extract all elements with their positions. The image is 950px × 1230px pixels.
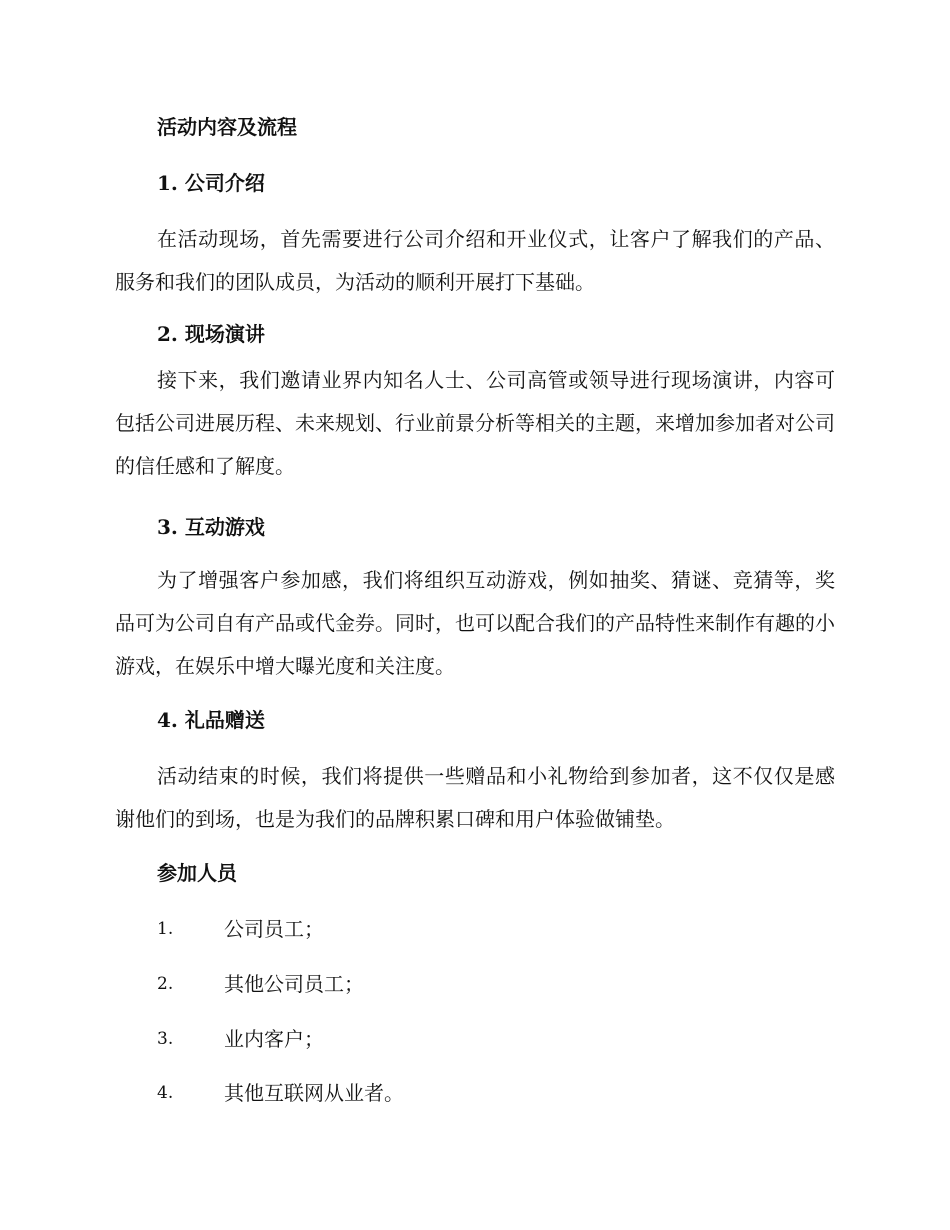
list-item: 业内客户； xyxy=(224,1027,324,1051)
list-number: 2. xyxy=(157,974,174,994)
list-number: 4. xyxy=(157,1083,174,1103)
list-number: 1. xyxy=(157,919,174,939)
list-item: 公司员工； xyxy=(224,917,324,941)
list-item: 其他公司员工； xyxy=(224,972,364,996)
item-heading: 3. 互动游戏 xyxy=(157,515,265,539)
list-number: 3. xyxy=(157,1029,174,1049)
item-paragraph: 接下来，我们邀请业界内知名人士、公司高管或领导进行现场演讲，内容可包括公司进展历程、未来规划、行业前景分析等相关的主题，来增加参加者对公司的信任感和了解度。 xyxy=(115,368,835,478)
item-heading: 4. 礼品赠送 xyxy=(157,708,265,732)
item-heading: 2. 现场演讲 xyxy=(157,322,265,346)
item-paragraph: 活动结束的时候，我们将提供一些赠品和小礼物给到参加者，这不仅仅是感谢他们的到场，也是为我们的品牌积累口碑和用户体验做铺垫。 xyxy=(115,764,835,831)
item-paragraph: 为了增强客户参加感，我们将组织互动游戏，例如抽奖、猜谜、竞猜等，奖品可为公司自有产品或代金券。同时，也可以配合我们的产品特性来制作有趣的小游戏，在娱乐中增大曝光度和关注度。 xyxy=(115,568,835,678)
list-item: 其他互联网从业者。 xyxy=(224,1081,404,1105)
participants-title: 参加人员 xyxy=(157,861,237,885)
section-title: 活动内容及流程 xyxy=(157,115,297,139)
item-heading: 1. 公司介绍 xyxy=(157,171,265,195)
item-paragraph: 在活动现场，首先需要进行公司介绍和开业仪式，让客户了解我们的产品、服务和我们的团队成员，为活动的顺利开展打下基础。 xyxy=(115,227,835,294)
